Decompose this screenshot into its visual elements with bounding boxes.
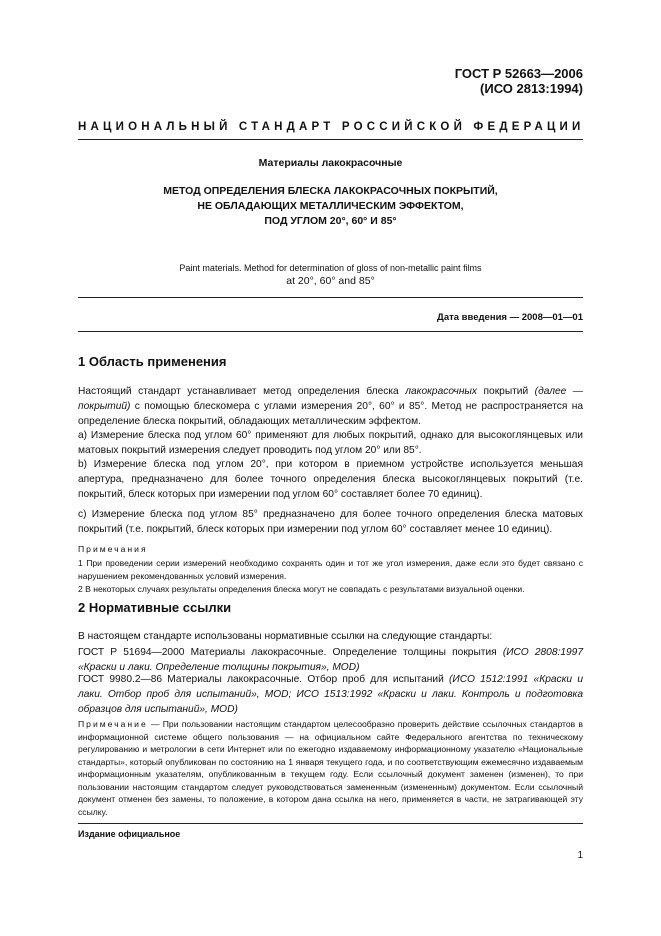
text-run: Настоящий стандарт устанавливает метод определения блеска (78, 386, 406, 397)
footer-rule (78, 823, 583, 824)
document-category: Материалы лакокрасочные (258, 157, 403, 169)
notes-label: Примечания (78, 544, 148, 554)
english-title-line: Paint materials. Method for determination of gloss of non-metallic paint films (179, 263, 482, 273)
note-1: 1 При проведении серии измерений необходимо сохранять один и тот же угол измерения, даже если это будет связано с нарушением рекомендованных условий измерения. (78, 558, 583, 581)
section-heading: 1 Область применения (78, 354, 227, 369)
edition-label: Издание официальное (78, 829, 181, 839)
text-run: (далее — покрытий) (78, 386, 583, 412)
document-title (78, 184, 583, 229)
text-run: (ИСО 1512:1991 «Краски и лаки. Отбор проб для испытаний», MOD; ИСО 1513:1992 «Краски и лаки. Контроль и подготовка образцов для испытаний», MOD) (78, 674, 584, 715)
header-rule (78, 139, 583, 140)
reference-1 (78, 645, 583, 675)
text-run: ГОСТ 9980.2—86 Материалы лакокрасочные. Отбор проб для испытаний (78, 674, 450, 685)
english-title (78, 262, 583, 288)
title-line: МЕТОД ОПРЕДЕЛЕНИЯ БЛЕСКА ЛАКОКРАСОЧНЫХ ПОКРЫТИЙ, (163, 185, 498, 197)
section-heading: 2 Нормативные ссылки (78, 600, 232, 615)
national-standard-banner: НАЦИОНАЛЬНЫЙ СТАНДАРТ РОССИЙСКОЙ ФЕДЕРАЦИИ (78, 121, 585, 133)
normative-note (78, 718, 583, 818)
standard-number-block (455, 66, 583, 96)
gost-number: ГОСТ Р 52663—2006 (454, 66, 583, 81)
date-rule (78, 331, 583, 332)
text-run: лакокрасочных (405, 386, 478, 397)
note-label: Примечание (78, 719, 148, 729)
effective-date: Дата введения — 2008—01—01 (437, 312, 583, 323)
text-run: (ИСО 2808:1997 «Краски и лаки. Определение толщины покрытия», MOD) (78, 647, 583, 673)
text-run: покрытий (477, 386, 535, 397)
reference-2 (78, 672, 583, 717)
iso-number: (ИСО 2813:1994) (480, 81, 583, 96)
list-item-c: c) Измерение блеска под углом 85° предназначено для более точного определения блеска матовых покрытий (т.е. покрытий, блеск которых при измерении под углом 60° составляет менее 10 единиц). (78, 509, 583, 535)
title-line: НЕ ОБЛАДАЮЩИХ МЕТАЛЛИЧЕСКИМ ЭФФЕКТОМ, (197, 200, 464, 212)
list-item-b: b) Измерение блеска под углом 20°, при котором в приемном устройстве используется меньшая апертура, предназначено для более точного определения блеска высокоглянцевых покрытий (т.е. покрытий, блеск которых при измерении под углом 60° составляет более 70 единиц). (78, 459, 583, 500)
title-rule (78, 297, 583, 298)
english-title-line: at 20°, 60° and 85° (286, 275, 375, 287)
paragraph (78, 384, 583, 429)
text-run: с помощью блескомера с углами измерения 20°, 60° и 85°. Метод не распространяется на определение блеска покрытий, обладающих металлическим эффектом. (78, 401, 583, 427)
text-run: ГОСТ Р 51694—2000 Материалы лакокрасочные. Определение толщины покрытия (78, 647, 503, 658)
note-2: 2 В некоторых случаях результаты определения блеска могут не совпадать с результатами визуальной оценки. (78, 584, 525, 594)
title-line: ПОД УГЛОМ 20°, 60° И 85° (264, 215, 397, 227)
note-text: — При пользовании настоящим стандартом целесообразно проверить действие ссылочных стандартов в информационной системе общего пользования — на официальном сайте Федерального агентства по техническому регулированию и метрологии в сети Интернет или по ежегодно издаваемому информационному указателю «Национальные стандарты», который опубликован по состоянию на 1 января текущего года, и по соответствующим ежемесячно издаваемым информационным указателям, опубликованным в текущем году. Если ссылочный документ заменен (изменен), то при пользовании настоящим стандартом следует руководствоваться замененным (измененным) документом. Если ссылочный документ отменен без замены, то положение, в котором дана ссылка на него, применяется в части, не затрагивающей эту ссылку. (78, 719, 583, 817)
page-number: 1 (577, 850, 583, 861)
paragraph: В настоящем стандарте использованы нормативные ссылки на следующие стандарты: (78, 631, 493, 642)
list-item-a: a) Измерение блеска под углом 60° применяют для любых покрытий, однако для высокоглянцевых или матовых покрытий измерения следует проводить под углом 20° или 85°. (78, 430, 583, 456)
